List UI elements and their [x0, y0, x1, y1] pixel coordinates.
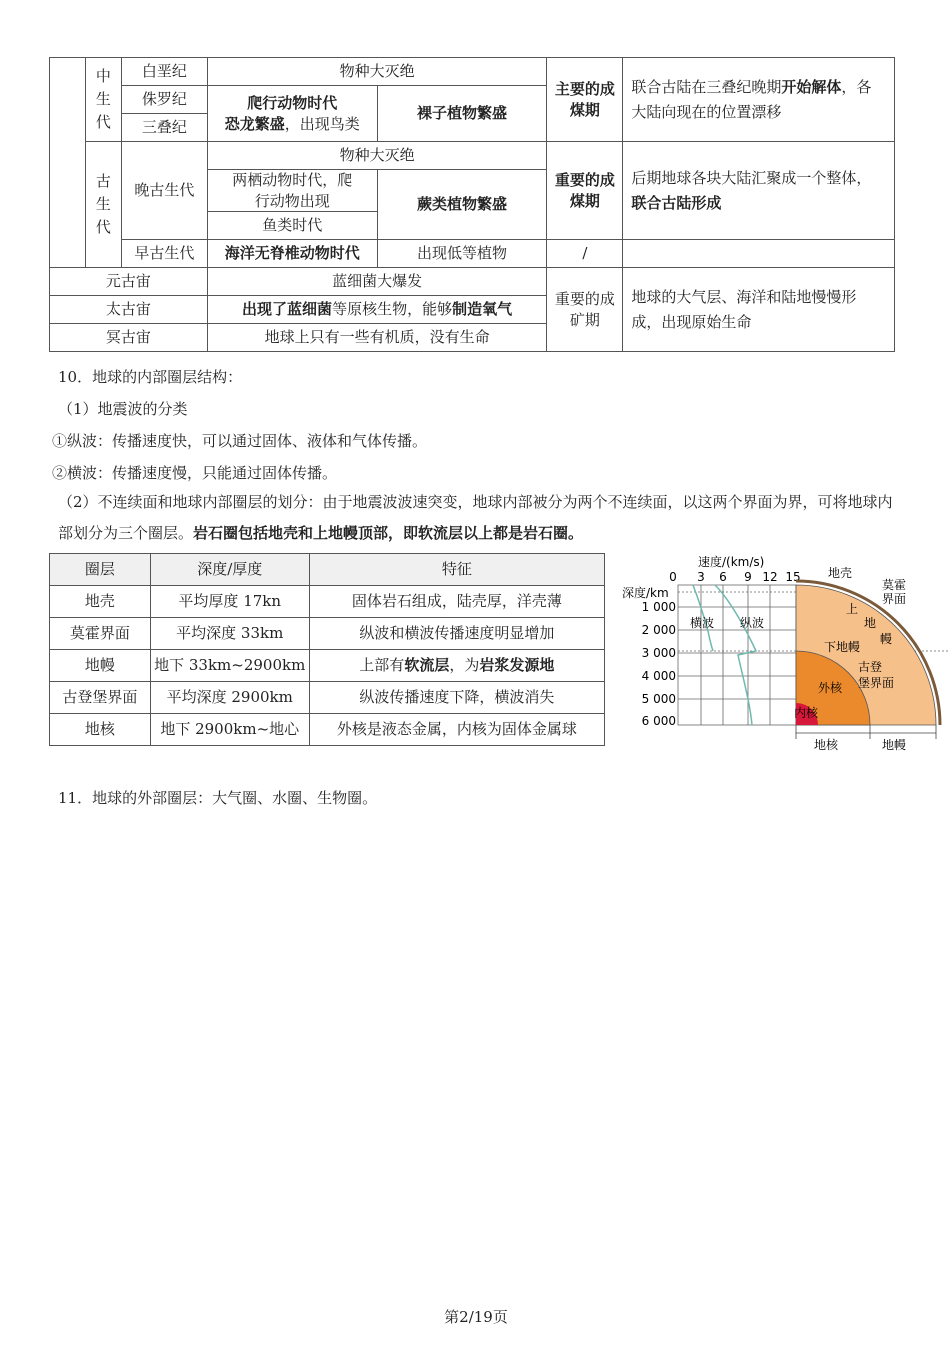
- mantle-feature: 上部有软流层，为岩浆发源地: [309, 650, 604, 682]
- inner-core-label: 内核: [794, 706, 819, 720]
- lower-mantle-label: 下地幔: [824, 640, 861, 654]
- speed-axis-label: 速度/(km/s): [698, 555, 765, 569]
- earth-interior-diagram: [618, 553, 948, 753]
- jurassic-label: 侏罗纪: [121, 86, 207, 114]
- section10-sub1: （1）地震波的分类: [58, 400, 188, 418]
- bottom-brackets: [796, 725, 936, 739]
- header-depth: 深度/厚度: [150, 554, 309, 586]
- archean-event: 出现了蓝细菌等原核生物，能够制造氧气: [207, 296, 547, 324]
- paleozoic-label: 古生代: [85, 142, 121, 268]
- s-wave-label: 横波: [690, 616, 715, 630]
- meso-coal: 主要的成煤期: [547, 58, 623, 142]
- meso-land: 联合古陆在三叠纪晚期开始解体，各大陆向现在的位置漂移: [623, 58, 895, 142]
- upper-mantle-label-3: 幔: [880, 632, 893, 646]
- depth-tick: 6 000: [641, 714, 676, 728]
- meso-extinction: 物种大灭绝: [207, 58, 547, 86]
- speed-tick: 12: [762, 570, 778, 584]
- geologic-era-table: [49, 57, 895, 352]
- era-table-blank-cell: [50, 58, 86, 268]
- section10-sub2: （2）不连续面和地球内部圈层的划分：由于地震波波速突变，地球内部被分为两个不连续面，以这两个界面为界，可将地球内部划分为三个圈层。岩石圈包括地壳和上地幔顶部，即软流层以上都是岩石圈。: [58, 493, 893, 542]
- table-row: 地幔 地下 33km~2900km 上部有软流层，为岩浆发源地: [50, 650, 605, 682]
- depth-tick: 4 000: [641, 669, 676, 683]
- depth-tick: 2 000: [641, 623, 676, 637]
- upper-mantle-label-2: 地: [864, 616, 877, 630]
- early-plant: 出现低等植物: [377, 240, 547, 268]
- table-row: 地壳 平均厚度 17kn 固体岩石组成，陆壳厚，洋壳薄: [50, 586, 605, 618]
- late-paleozoic-label: 晚古生代: [121, 142, 207, 240]
- speed-tick: 6: [719, 570, 727, 584]
- gutenberg-label-2: 堡界面: [858, 676, 895, 690]
- paleo-extinction: 物种大灭绝: [207, 142, 547, 170]
- early-slash: /: [547, 240, 623, 268]
- table-row: 地核 地下 2900km~地心 外核是液态金属，内核为固体金属球: [50, 714, 605, 746]
- table-row: 古登堡界面 平均深度 2900km 纵波传播速度下降，横波消失: [50, 682, 605, 714]
- depth-tick: 5 000: [641, 692, 676, 706]
- depth-tick: 1 000: [641, 600, 676, 614]
- depth-ticks: [642, 600, 676, 728]
- header-feature: 特征: [309, 554, 604, 586]
- proterozoic-label: 元古宙: [50, 268, 208, 296]
- section11-text: 11．地球的外部圈层：大气圈、水圈、生物圈。: [58, 789, 378, 807]
- mantle-bottom-label: 地幔: [882, 738, 907, 752]
- p-wave-label: 纵波: [740, 616, 765, 630]
- header-layer: 圈层: [50, 554, 151, 586]
- paleo-plant: 蕨类植物繁盛: [377, 170, 547, 240]
- hadean-event: 地球上只有一些有机质，没有生命: [207, 324, 547, 352]
- paleo-coal: 重要的成煤期: [547, 142, 623, 240]
- section10-title: 10．地球的内部圈层结构：: [58, 368, 243, 386]
- cretaceous-label: 白垩纪: [121, 58, 207, 86]
- page-number: 第2/19页: [444, 1308, 508, 1326]
- triassic-label: 三叠纪: [121, 114, 207, 142]
- s-wave-text: ②横波：传播速度慢，只能通过固体传播。: [52, 464, 338, 482]
- core-bottom-label: 地核: [814, 738, 839, 752]
- depth-axis-label: 深度/km: [622, 586, 669, 600]
- meso-animal: 爬行动物时代 恐龙繁盛，出现鸟类: [207, 86, 377, 142]
- upper-mantle-label-1: 上: [846, 602, 859, 616]
- ore-period: 重要的成矿期: [547, 268, 623, 352]
- paleo-land: 后期地球各块大陆汇聚成一个整体，联合古陆形成: [623, 142, 895, 240]
- crust-label: 地壳: [828, 566, 853, 580]
- amphibian-era: 两栖动物时代，爬行动物出现: [207, 170, 377, 212]
- archean-label: 太古宙: [50, 296, 208, 324]
- table-row: 莫霍界面 平均深度 33km 纵波和横波传播速度明显增加: [50, 618, 605, 650]
- moho-label-1: 莫霍: [882, 578, 907, 592]
- outer-core-label: 外核: [818, 681, 843, 695]
- proterozoic-event: 蓝细菌大爆发: [207, 268, 547, 296]
- speed-ticks: [669, 570, 800, 584]
- speed-tick: 0: [669, 570, 677, 584]
- fish-era: 鱼类时代: [207, 212, 377, 240]
- speed-tick: 15: [785, 570, 801, 584]
- p-wave-curve: [715, 585, 756, 725]
- early-animal: 海洋无脊椎动物时代: [207, 240, 377, 268]
- speed-tick: 9: [744, 570, 752, 584]
- depth-tick: 3 000: [641, 646, 676, 660]
- speed-tick: 3: [697, 570, 705, 584]
- gutenberg-label-1: 古登: [858, 660, 883, 674]
- precam-land: 地球的大气层、海洋和陆地慢慢形成，出现原始生命: [623, 268, 895, 352]
- meso-plant: 裸子植物繁盛: [377, 86, 547, 142]
- earth-cross-section: [796, 581, 940, 725]
- early-blank: [623, 240, 895, 268]
- early-paleozoic-label: 早古生代: [121, 240, 207, 268]
- moho-label-2: 界面: [882, 592, 907, 606]
- mesozoic-label: 中生代: [85, 58, 121, 142]
- p-wave-text: ①纵波：传播速度快，可以通过固体、液体和气体传播。: [52, 432, 428, 450]
- earth-layer-table: [49, 553, 605, 746]
- hadean-label: 冥古宙: [50, 324, 208, 352]
